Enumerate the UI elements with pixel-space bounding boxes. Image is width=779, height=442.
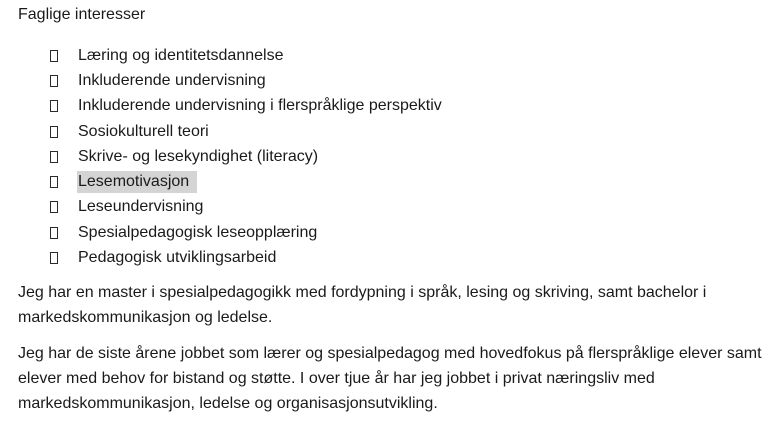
list-item <box>50 220 443 245</box>
checkbox-icon[interactable] <box>50 176 58 188</box>
list-item <box>50 169 443 194</box>
list-item <box>50 94 443 119</box>
education-paragraph: Jeg har en master i spesialpedagogikk med fordypning i språk, lesing og skriving, samt bachelor i markedskommunikasjon og ledelse. <box>18 284 707 326</box>
checkbox-icon[interactable] <box>50 151 58 163</box>
interests-list <box>50 43 443 271</box>
checkbox-icon[interactable] <box>50 75 58 87</box>
checkbox-icon[interactable] <box>50 227 58 239</box>
experience-paragraph: Jeg har de siste årene jobbet som lærer og spesialpedagog med hovedfokus på flerspråklige elever samt elever med behov for bistand og støtte. I over tjue år har jeg jobbet i privat næringsliv med markedskommunikasjon, ledelse og organisasjonsutvikling. <box>18 345 762 412</box>
list-item <box>50 68 443 93</box>
list-item-label: Inkluderende undervisning <box>78 71 266 89</box>
list-item-label: Inkluderende undervisning i flerspråklige perspektiv <box>78 97 442 115</box>
list-item-label: Skrive- og lesekyndighet (literacy) <box>78 147 319 165</box>
list-item <box>50 195 443 220</box>
checkbox-icon[interactable] <box>50 252 58 264</box>
list-item <box>50 144 443 169</box>
checkbox-icon[interactable] <box>50 50 58 62</box>
list-item-label: Sosiokulturell teori <box>78 122 209 140</box>
list-item-label: Spesialpedagogisk leseopplæring <box>78 223 318 241</box>
selected-text[interactable]: Lesemotivasjon <box>77 171 197 193</box>
section-heading: Faglige interesser <box>18 6 146 23</box>
list-item <box>50 245 443 270</box>
list-item <box>50 43 443 68</box>
checkbox-icon[interactable] <box>50 126 58 138</box>
checkbox-icon[interactable] <box>50 201 58 213</box>
list-item-label: Leseundervisning <box>78 198 204 216</box>
list-item-label: Pedagogisk utviklingsarbeid <box>78 249 277 267</box>
list-item <box>50 119 443 144</box>
list-item-label: Læring og identitetsdannelse <box>78 46 284 64</box>
checkbox-icon[interactable] <box>50 100 58 112</box>
